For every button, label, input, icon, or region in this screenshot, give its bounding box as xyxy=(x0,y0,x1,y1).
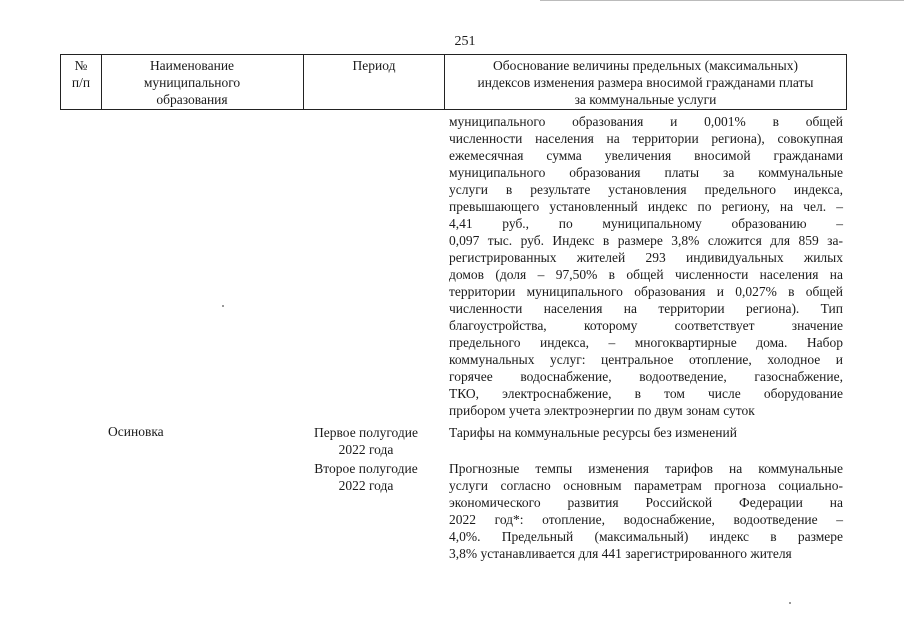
text-line: территории муниципального образования и 0,027% в общей xyxy=(449,284,843,299)
text-line: ежемесячная сумма увеличения вносимой гражданами xyxy=(449,148,843,163)
text-line: превышающего установленный индекс по региону, на чел. – xyxy=(449,199,843,214)
municipality-name: Осиновка xyxy=(108,424,164,439)
text-line: 3,8% устанавливается для 441 зарегистрированного жителя xyxy=(449,546,792,561)
header-col-municipality: Наименование муниципального образования xyxy=(143,58,241,107)
text-line: домов (доля – 97,50% в общей численности населения на xyxy=(449,267,843,282)
text-line: горячее водоснабжение, водоотведение, газоснабжение, xyxy=(449,369,843,384)
period-second-half: Второе полугодие 2022 года xyxy=(314,461,418,493)
text-line: услуги согласно основным параметрам прогноза социально- xyxy=(449,478,843,493)
text-line: 2022 год*: отопление, водоснабжение, водоотведение – xyxy=(449,512,843,527)
text-line: 4,41 руб., по муниципальному образованию – xyxy=(449,216,843,231)
text-line: муниципального образования платы за коммунальные xyxy=(449,165,843,180)
text-line: ТКО, электроснабжение, в том числе оборудование xyxy=(449,386,843,401)
text-line: предельного индекса, – многоквартирные дома. Набор xyxy=(449,335,843,350)
text-line: благоустройства, которому соответствует значение xyxy=(449,318,843,333)
text-line: муниципального образования и 0,001% в общей xyxy=(449,114,843,129)
scan-speck xyxy=(222,305,224,307)
text-line: 4,0%. Предельный (максимальный) индекс в размере xyxy=(449,529,843,544)
text-line: прибором учета электроэнергии по двум зонам суток xyxy=(449,403,755,418)
page-number: 251 xyxy=(454,34,476,49)
text-line: регистрированных жителей 293 индивидуальных жилых xyxy=(449,250,843,265)
header-col-number: № п/п xyxy=(71,58,91,90)
text-line: экономического развития Российской Федерации на xyxy=(449,495,843,510)
header-col-period: Период xyxy=(352,58,396,73)
basis-second-half xyxy=(449,460,843,562)
text-line: коммунальных услуг: центральное отопление, холодное и xyxy=(449,352,843,367)
period-first-half: Первое полугодие 2022 года xyxy=(314,425,418,457)
header-col-basis: Обоснование величины предельных (максимальных) индексов изменения размера вносимой гражданами платы за коммунальные услуги xyxy=(477,58,814,107)
text-line: численности населения на территории региона), совокупная xyxy=(449,131,843,146)
scan-edge-mark xyxy=(540,0,904,1)
text-line: Прогнозные темпы изменения тарифов на коммунальные xyxy=(449,461,843,476)
table-header xyxy=(60,54,847,110)
text-line: численности населения на территории региона). Тип xyxy=(449,301,843,316)
basis-first-half: Тарифы на коммунальные ресурсы без изменений xyxy=(449,425,737,440)
text-line: 0,097 тыс. руб. Индекс в размере 3,8% сложится для 859 за- xyxy=(449,233,843,248)
text-line: услуги в результате установления предельного индекса, xyxy=(449,182,843,197)
scan-speck xyxy=(789,602,791,604)
continuation-text xyxy=(449,113,843,419)
